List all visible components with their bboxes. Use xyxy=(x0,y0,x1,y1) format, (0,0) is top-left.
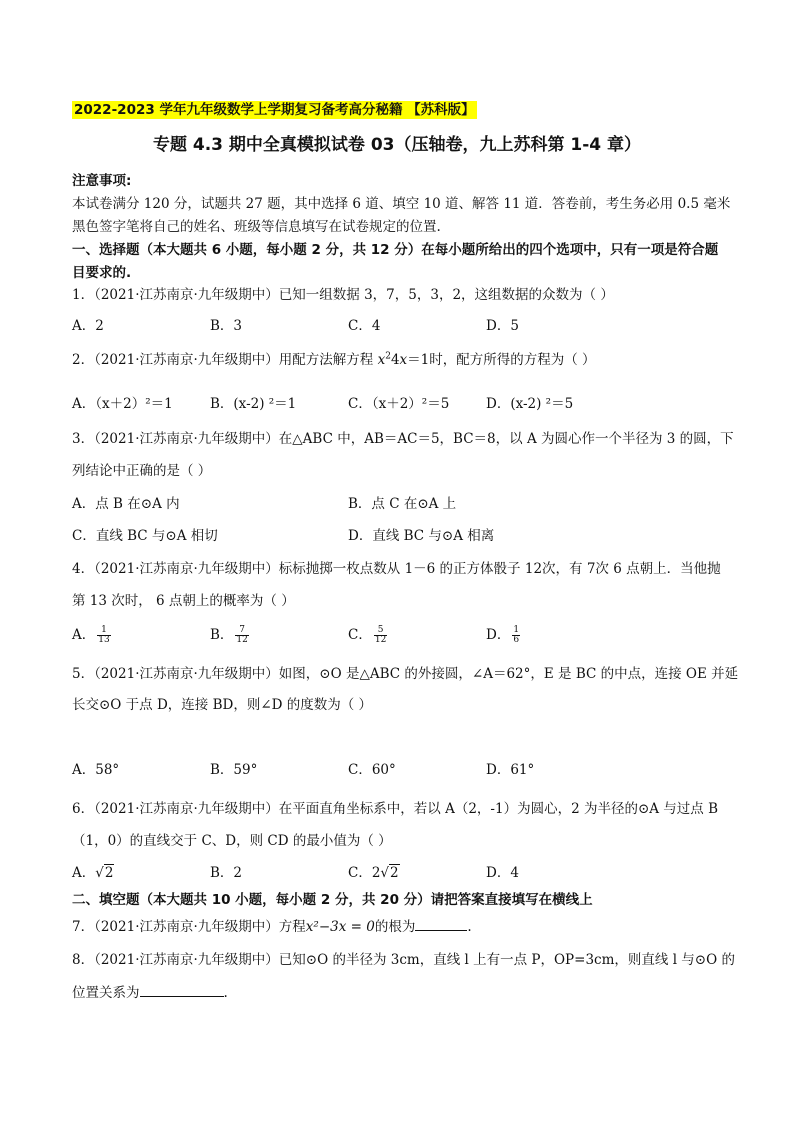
option-label: A． xyxy=(72,627,96,643)
page-title: 专题 4.3 期中全真模拟试卷 03（压轴卷，九上苏科第 1-4 章） xyxy=(152,135,642,155)
exponent: 2 xyxy=(385,351,391,362)
question-5-line-2: 长交⊙O 于点 D，连接 BD，则∠D 的度数为（ ） xyxy=(72,697,373,713)
question-number: 5． xyxy=(72,666,95,682)
question-text: 如图，⊙O 是△ABC 的外接圆，∠A＝62°，E 是 BC 的中点，连接 OE 并延 xyxy=(278,666,739,682)
fraction xyxy=(235,626,248,645)
notes-heading: 注意事项: xyxy=(72,173,132,189)
question-text: 位置关系为 xyxy=(72,985,140,1001)
answer-blank[interactable] xyxy=(140,984,224,997)
var-x: x xyxy=(377,352,386,368)
question-text: ＝1时，配方所得的方程为（ ） xyxy=(407,352,596,368)
question-source: （2021·江苏南京·九年级期中） xyxy=(94,561,279,577)
numerator: 1 xyxy=(513,625,520,635)
question-source: （2021·江苏南京·九年级期中） xyxy=(94,952,279,968)
question-4-line-2: 第 13 次时， 6 点朝上的概率为（ ） xyxy=(72,593,295,609)
answer-blank[interactable] xyxy=(415,918,467,931)
option-label: A． xyxy=(72,865,96,881)
question-number: 1． xyxy=(72,287,95,303)
var-x: x xyxy=(399,352,408,368)
fraction xyxy=(512,626,520,645)
question-text: 用配方法解方程 xyxy=(278,352,378,368)
denominator: 13 xyxy=(98,635,110,645)
question-3-line-2: 列结论中正确的是（ ） xyxy=(72,463,212,479)
square-root: √2 xyxy=(380,865,399,881)
option-c: C．（x＋2）²＝5 xyxy=(348,396,450,412)
question-source: （2021·江苏南京·九年级期中） xyxy=(94,431,279,447)
question-text: 已知⊙O 的半径为 3cm，直线 l 上有一点 P，OP=3cm，则直线 l 与⊙O 的 xyxy=(278,952,735,968)
question-2 xyxy=(72,351,596,369)
question-source: （2021·江苏南京·九年级期中） xyxy=(94,919,279,935)
option-d: D．(x-2) ²＝5 xyxy=(486,396,574,412)
option-c: C．4 xyxy=(348,318,381,334)
option-label: C．2 xyxy=(348,865,381,881)
question-source: （2021·江苏南京·九年级期中） xyxy=(94,666,279,682)
notes-line-1: 本试卷满分 120 分，试题共 27 题，其中选择 6 道、填空 10 道、解答 11 道．答卷前，考生务必用 0.5 毫米 xyxy=(72,196,731,212)
option-a: A．2 xyxy=(72,318,104,334)
question-6 xyxy=(72,800,718,818)
option-b: B．3 xyxy=(210,318,243,334)
section2-heading: 二、填空题（本大题共 10 小题，每小题 2 分，共 20 分）请把答案直接填写在横线上 xyxy=(72,892,593,908)
section1-heading-line-1: 一、选择题（本大题共 6 小题，每小题 2 分，共 12 分）在每小题所给出的四个选项中，只有一项是符合题 xyxy=(72,242,719,258)
question-1 xyxy=(72,286,614,304)
option-a xyxy=(72,626,111,645)
question-number: 6． xyxy=(72,801,95,817)
question-8 xyxy=(72,951,735,969)
end-mark: . xyxy=(223,985,228,1001)
coefficient: 4 xyxy=(390,352,400,368)
question-source: （2021·江苏南京·九年级期中） xyxy=(94,801,279,817)
question-4 xyxy=(72,560,721,578)
notes-line-2: 黑色签字笔将自己的姓名、班级等信息填写在试卷规定的位置. xyxy=(72,219,441,235)
option-c: C．60° xyxy=(348,762,396,778)
series-banner: 2022-2023 学年九年级数学上学期复习备考高分秘籍 【苏科版】 xyxy=(74,102,475,118)
question-number: 4． xyxy=(72,561,95,577)
radicand: 2 xyxy=(390,865,399,881)
question-text: 标标抛掷一枚点数从 1－6 的正方体骰子 12次，有 7次 6 点朝上．当他抛 xyxy=(278,561,721,577)
question-3 xyxy=(72,430,734,448)
question-5 xyxy=(72,665,738,683)
option-d xyxy=(486,626,520,645)
numerator: 5 xyxy=(374,626,387,636)
option-b xyxy=(210,626,249,645)
question-text: 已知一组数据 3，7，5，3，2，这组数据的众数为（ ） xyxy=(278,287,614,303)
question-text: 在△ABC 中，AB＝AC＝5，BC＝8，以 A 为圆心作一个半径为 3 的圆，下 xyxy=(278,431,734,447)
option-c xyxy=(348,864,400,882)
section1-heading-line-2: 目要求的. xyxy=(72,265,132,281)
question-source: （2021·江苏南京·九年级期中） xyxy=(94,352,279,368)
option-c xyxy=(348,626,387,645)
question-7 xyxy=(72,918,472,936)
question-8-line-2 xyxy=(72,984,228,1002)
question-text: 在平面直角坐标系中，若以 A（2，-1）为圆心，2 为半径的⊙A 与过点 B xyxy=(278,801,719,817)
question-number: 3． xyxy=(72,431,95,447)
option-b: B．(x-2) ²＝1 xyxy=(210,396,297,412)
option-a: A．58° xyxy=(72,762,120,778)
denominator: 12 xyxy=(374,635,387,645)
denominator: 12 xyxy=(236,635,248,645)
option-d: D．61° xyxy=(486,762,535,778)
option-d: D．直线 BC 与⊙A 相离 xyxy=(348,528,495,544)
question-number: 7． xyxy=(72,919,95,935)
radicand: 2 xyxy=(104,865,114,881)
option-label: C． xyxy=(348,627,372,643)
question-number: 8． xyxy=(72,952,95,968)
denominator: 6 xyxy=(513,635,520,645)
option-b: B．点 C 在⊙A 上 xyxy=(348,496,457,512)
option-label: B． xyxy=(210,627,234,643)
option-b: B．2 xyxy=(210,865,243,881)
option-d: D．5 xyxy=(486,318,519,334)
question-6-line-2: （1，0）的直线交于 C、D，则 CD 的最小值为（ ） xyxy=(72,833,392,849)
question-text: 方程 xyxy=(278,919,306,935)
option-c: C．直线 BC 与⊙A 相切 xyxy=(72,528,218,544)
end-mark: . xyxy=(467,919,472,935)
option-a: A．点 B 在⊙A 内 xyxy=(72,496,180,512)
equation: x²−3x = 0 xyxy=(305,919,375,935)
question-number: 2． xyxy=(72,352,95,368)
question-source: （2021·江苏南京·九年级期中） xyxy=(94,287,279,303)
fraction xyxy=(374,626,387,645)
fraction xyxy=(97,626,110,645)
option-a: A．（x＋2）²＝1 xyxy=(72,396,173,412)
option-a xyxy=(72,864,114,882)
question-text: 的根为 xyxy=(374,919,416,935)
option-b: B．59° xyxy=(210,762,258,778)
square-root: √2 xyxy=(95,865,114,881)
numerator: 1 xyxy=(97,626,110,636)
numerator: 7 xyxy=(235,626,248,636)
option-label: D． xyxy=(486,627,511,643)
option-d: D．4 xyxy=(486,865,519,881)
